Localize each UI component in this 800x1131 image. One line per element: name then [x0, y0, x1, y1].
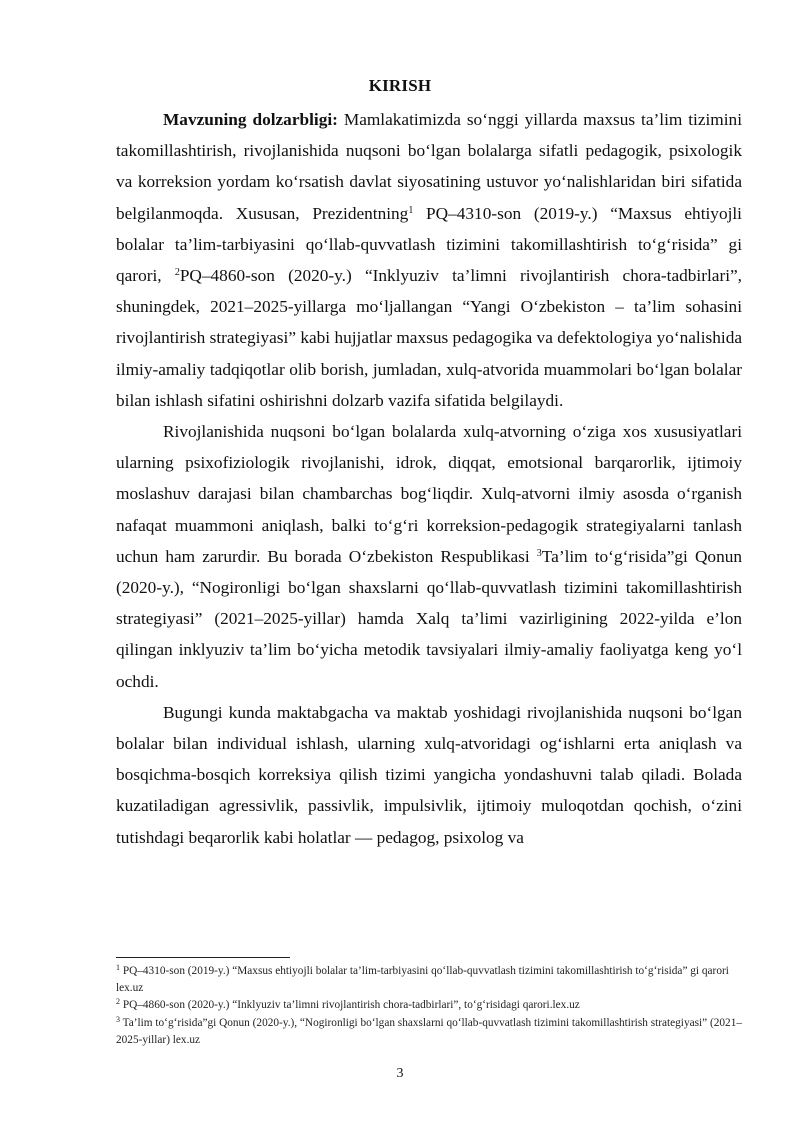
footnote-text: Ta’lim to‘g‘risida”gi Qonun (2020-y.), “Nogironligi bo‘lgan shaxslarni qo‘llab-quvvatlash tizimini takomillashtirish strategiyasi” (2021–2025-yillar) lex.uz	[116, 1016, 742, 1046]
paragraph-text: Rivojlanishida nuqsoni bo‘lgan bolalarda xulq-atvorning o‘ziga xos xususiyatlari ularning psixofiziologik rivojlanishi, idrok, diqqat, emotsional barqarorlik, ijtimoiy moslashuv darajasi bilan chambarchas bog‘liqdir. Xulq-atvorni ilmiy asosda o‘rganish nafaqat muammoni aniqlash, balki to‘g‘ri korreksion-pedagogik strategiyalarni tanlash uchun ham zarurdir. Bu borada O‘zbekiston Respublikasi	[116, 422, 742, 566]
relevance-heading: Mavzuning dolzarbligi:	[163, 110, 338, 129]
body-text	[116, 104, 742, 853]
footnote-ref-1[interactable]: 1	[408, 204, 414, 216]
paragraph-text: PQ–4860-son (2020-y.) “Inklyuziv ta’limni rivojlantirish chora-tadbirlari”, shuningdek, 2021–2025-yillarga mo‘ljallangan “Yangi O‘zbekiston – ta’lim sohasini rivojlantirish strategiyasi” kabi hujjatlar maxsus pedagogika va defektologiya yo‘nalishida ilmiy-amaliy tadqiqotlar olib borish, jumladan, xulq-atvorida muammolari bo‘lgan bolalar bilan ishlash sifatini oshirishni dolzarb vazifa sifatida belgilaydi.	[116, 266, 742, 410]
footnote-text: PQ–4310-son (2019-y.) “Maxsus ehtiyojli bolalar ta’lim-tarbiyasini qo‘llab-quvvatlash tizimini takomillashtirish to‘g‘risida” gi qarori lex.uz	[116, 965, 729, 995]
paragraph-text: Ta’lim to‘g‘risida”gi Qonun (2020-y.), “Nogironligi bo‘lgan shaxslarni qo‘llab-quvvatlash tizimini takomillashtirish strategiyasi” (2021–2025-yillar) hamda Xalq ta’limi vazirligining 2022-yilda e’lon qilingan inklyuziv ta’lim bo‘yicha metodik tavsiyalari ilmiy-amaliy faoliyatga keng yo‘l ochdi.	[116, 546, 742, 691]
paragraph-behavior	[116, 416, 742, 697]
footnote-2	[116, 997, 742, 1014]
footnote-mark: 1	[116, 963, 120, 972]
footnote-3	[116, 1015, 742, 1049]
paragraph-text: Mamlakatimizda so‘nggi yillarda maxsus ta’lim tizimini takomillashtirish, rivojlanishida nuqsoni bo‘lgan bolalarga sifatli pedagogik, psixologik va korreksion yordam ko‘rsatish davlat siyosatining ustuvor yo‘nalishlaridan biri sifatida belgilanmoqda. Xususan, Prezidentning	[116, 110, 742, 223]
paragraph-text: PQ–4310-son (2019-y.) “Maxsus ehtiyojli bolalar ta’lim-tarbiyasini qo‘llab-quvvatlash tizimini takomillashtirish to‘g‘risida” gi qarori,	[116, 203, 742, 286]
footnote-ref-2[interactable]: 2	[174, 267, 180, 279]
footnote-text: PQ–4860-son (2020-y.) “Inklyuziv ta’limni rivojlantirish chora-tadbirlari”, to‘g‘risidagi qarori.lex.uz	[120, 999, 580, 1012]
footnote-mark: 3	[116, 1014, 120, 1024]
footnote-ref-3[interactable]: 3	[536, 547, 542, 559]
footnote-separator	[116, 957, 290, 958]
paragraph-text: Bugungi kunda maktabgacha va maktab yoshidagi rivojlanishida nuqsoni bo‘lgan bolalar bilan individual ishlash, ularning xulq-atvoridagi og‘ishlarni erta aniqlash va bosqichma-bosqich korreksiya qilish tizimi yangicha yondashuvni talab qiladi. Bolada kuzatiladigan agressivlik, passivlik, impulsivlik, ijtimoiy muloqotdan qochish, o‘zini tutishdagi beqarorlik kabi holatlar — pedagog, psixolog va	[116, 702, 742, 847]
footnotes	[116, 963, 742, 1049]
paragraph-current-state	[116, 697, 742, 853]
footnote-1	[116, 963, 742, 997]
page-number: 3	[396, 1066, 404, 1081]
section-title: KIRISH	[368, 76, 432, 95]
footnote-mark: 2	[116, 997, 120, 1007]
paragraph-relevance	[116, 104, 742, 416]
